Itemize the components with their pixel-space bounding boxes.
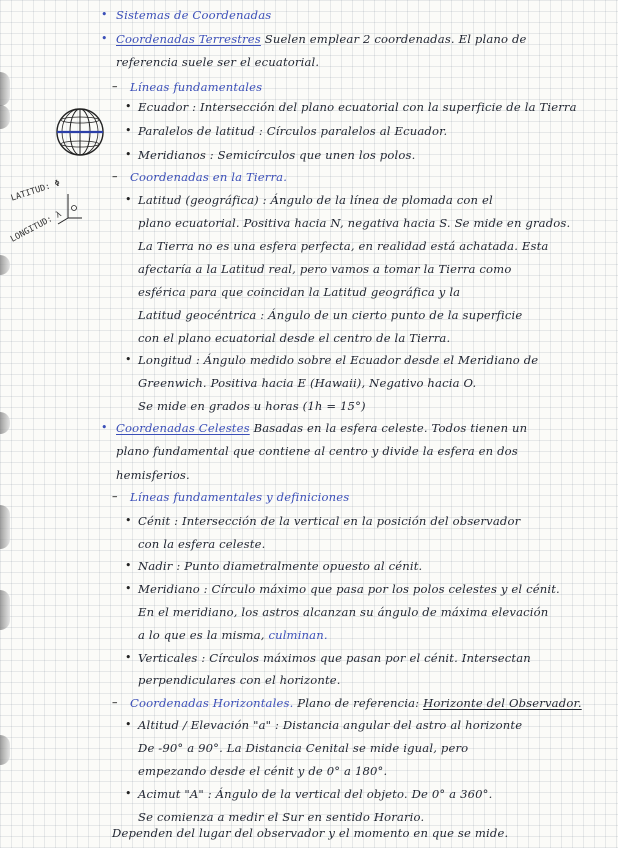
section-heading: Coordenadas Celestes (116, 421, 250, 435)
note-line (138, 353, 538, 367)
dash-marker: – (112, 490, 118, 503)
bullet-dot: • (125, 718, 132, 731)
note-text: Greenwich. Positiva hacia E (Hawaii), Negativo hacia O. (138, 376, 477, 390)
note-line (112, 826, 508, 840)
note-text: En el meridiano, los astros alcanzan su ángulo de máxima elevación (138, 605, 549, 619)
note-line (138, 100, 577, 114)
latitud-note: LATITUD: Φ (9, 178, 62, 204)
note-line (116, 421, 527, 435)
note-text: a lo que es la misma, (138, 628, 269, 642)
dash-marker: – (112, 80, 118, 93)
note-line (138, 285, 460, 299)
note-line (138, 216, 570, 230)
note-text: Verticales : Círculos máximos que pasan por el cénit. Intersectan (138, 651, 531, 665)
binder-hole (0, 72, 10, 106)
note-line (130, 170, 287, 184)
note-line (138, 787, 492, 801)
note-text: Meridiano : Círculo máximo que pasa por los polos celestes y el cénit. (138, 582, 560, 596)
note-text: empezando desde el cénit y de 0° a 180°. (138, 764, 388, 778)
note-line (138, 239, 548, 253)
section-heading: Coordenadas Horizontales. (130, 696, 294, 710)
note-line (130, 490, 349, 504)
bullet-dot: • (125, 193, 132, 206)
note-line (130, 80, 262, 94)
note-line (138, 262, 511, 276)
note-line (138, 331, 450, 345)
note-line (138, 514, 520, 528)
note-text: Nadir : Punto diametralmente opuesto al cénit. (138, 559, 423, 573)
note-line (138, 810, 424, 824)
note-line (138, 764, 387, 778)
note-line (116, 32, 527, 46)
note-line (138, 605, 548, 619)
bullet-dot: • (125, 514, 132, 527)
note-line (138, 559, 422, 573)
note-text: Líneas fundamentales y definiciones (130, 490, 350, 504)
note-line (116, 8, 271, 22)
bullet-dot: • (125, 559, 132, 572)
note-text: Sistemas de Coordenadas (116, 8, 272, 22)
binder-hole (0, 412, 10, 434)
note-text: referencia suele ser el ecuatorial. (116, 55, 320, 69)
note-line (116, 468, 190, 482)
note-line (138, 628, 328, 642)
note-text: Ecuador : Intersección del plano ecuatorial con la superficie de la Tierra (138, 100, 577, 114)
highlighted-term: culminan. (268, 628, 328, 642)
note-line (138, 651, 531, 665)
note-text: De -90° a 90°. La Distancia Cenital se mide igual, pero (138, 741, 469, 755)
bullet-dot: • (125, 651, 132, 664)
note-text: Se mide en grados u horas (1h = 15°) (138, 399, 366, 413)
note-line (116, 55, 319, 69)
note-text: perpendiculares con el horizonte. (138, 673, 341, 687)
note-text: con el plano ecuatorial desde el centro de la Tierra. (138, 331, 451, 345)
note-line (138, 124, 447, 138)
note-line (138, 582, 560, 596)
binder-hole (0, 735, 10, 765)
note-text: Latitud (geográfica) : Ángulo de la línea de plomada con el (138, 193, 493, 207)
note-line (138, 148, 415, 162)
longitud-note: LONGITUD: λ (8, 209, 64, 245)
note-text: Basadas en la esfera celeste. Todos tienen un (249, 421, 528, 435)
binder-hole (0, 590, 10, 630)
binder-hole (0, 105, 10, 129)
bullet-dot: • (125, 100, 132, 113)
note-line (138, 673, 341, 687)
note-text: Altitud / Elevación "a" : Distancia angular del astro al horizonte (138, 718, 523, 732)
note-line (138, 741, 468, 755)
dash-marker: – (112, 170, 118, 183)
note-text: La Tierra no es una esfera perfecta, en realidad está achatada. Esta (138, 239, 549, 253)
bullet-dot: • (125, 582, 132, 595)
note-text: con la esfera celeste. (138, 537, 266, 551)
note-line (138, 193, 493, 207)
note-text: Meridianos : Semicírculos que unen los polos. (138, 148, 416, 162)
note-text: esférica para que coincidan la Latitud geográfica y la (138, 285, 461, 299)
note-text: Se comienza a medir el Sur en sentido Horario. (138, 810, 425, 824)
note-line (138, 308, 522, 322)
note-text: plano fundamental que contiene al centro y divide la esfera en dos (116, 444, 518, 458)
note-text: Líneas fundamentales (130, 80, 263, 94)
binder-hole (0, 505, 10, 549)
note-text: afectaría a la Latitud real, pero vamos a tomar la Tierra como (138, 262, 512, 276)
note-text: plano ecuatorial. Positiva hacia N, negativa hacia S. Se mide en grados. (138, 216, 571, 230)
note-text: Plano de referencia: (293, 696, 424, 710)
note-line (138, 537, 265, 551)
bullet-dot: • (125, 148, 132, 161)
note-text: Dependen del lugar del observador y el momento en que se mide. (112, 826, 509, 840)
bullet-dot: • (101, 32, 108, 45)
note-line (130, 696, 582, 710)
dash-marker: – (112, 696, 118, 709)
note-line (138, 718, 522, 732)
note-text: Cénit : Intersección de la vertical en la posición del observador (138, 514, 521, 528)
bullet-dot: • (101, 421, 108, 434)
note-text: Longitud : Ángulo medido sobre el Ecuador desde el Meridiano de (138, 353, 539, 367)
note-text: Coordenadas en la Tierra. (130, 170, 288, 184)
note-text: Acimut "A" : Ángulo de la vertical del objeto. De 0° a 360°. (138, 787, 493, 801)
note-text: Paralelos de latitud : Círculos paralelos al Ecuador. (138, 124, 448, 138)
globe-icon (54, 106, 106, 158)
note-text: Suelen emplear 2 coordenadas. El plano de (260, 32, 527, 46)
axes-sketch-icon (52, 188, 88, 228)
note-line (138, 376, 476, 390)
note-line (116, 444, 518, 458)
note-text: hemisferios. (116, 468, 190, 482)
bullet-dot: • (125, 787, 132, 800)
note-text: Latitud geocéntrica : Ángulo de un cierto punto de la superficie (138, 308, 523, 322)
highlighted-term: Horizonte del Observador. (423, 696, 582, 710)
section-heading: Coordenadas Terrestres (116, 32, 261, 46)
note-line (138, 399, 366, 413)
binder-hole (0, 255, 10, 275)
bullet-dot: • (125, 353, 132, 366)
bullet-dot: • (125, 124, 132, 137)
bullet-dot: • (101, 8, 108, 21)
